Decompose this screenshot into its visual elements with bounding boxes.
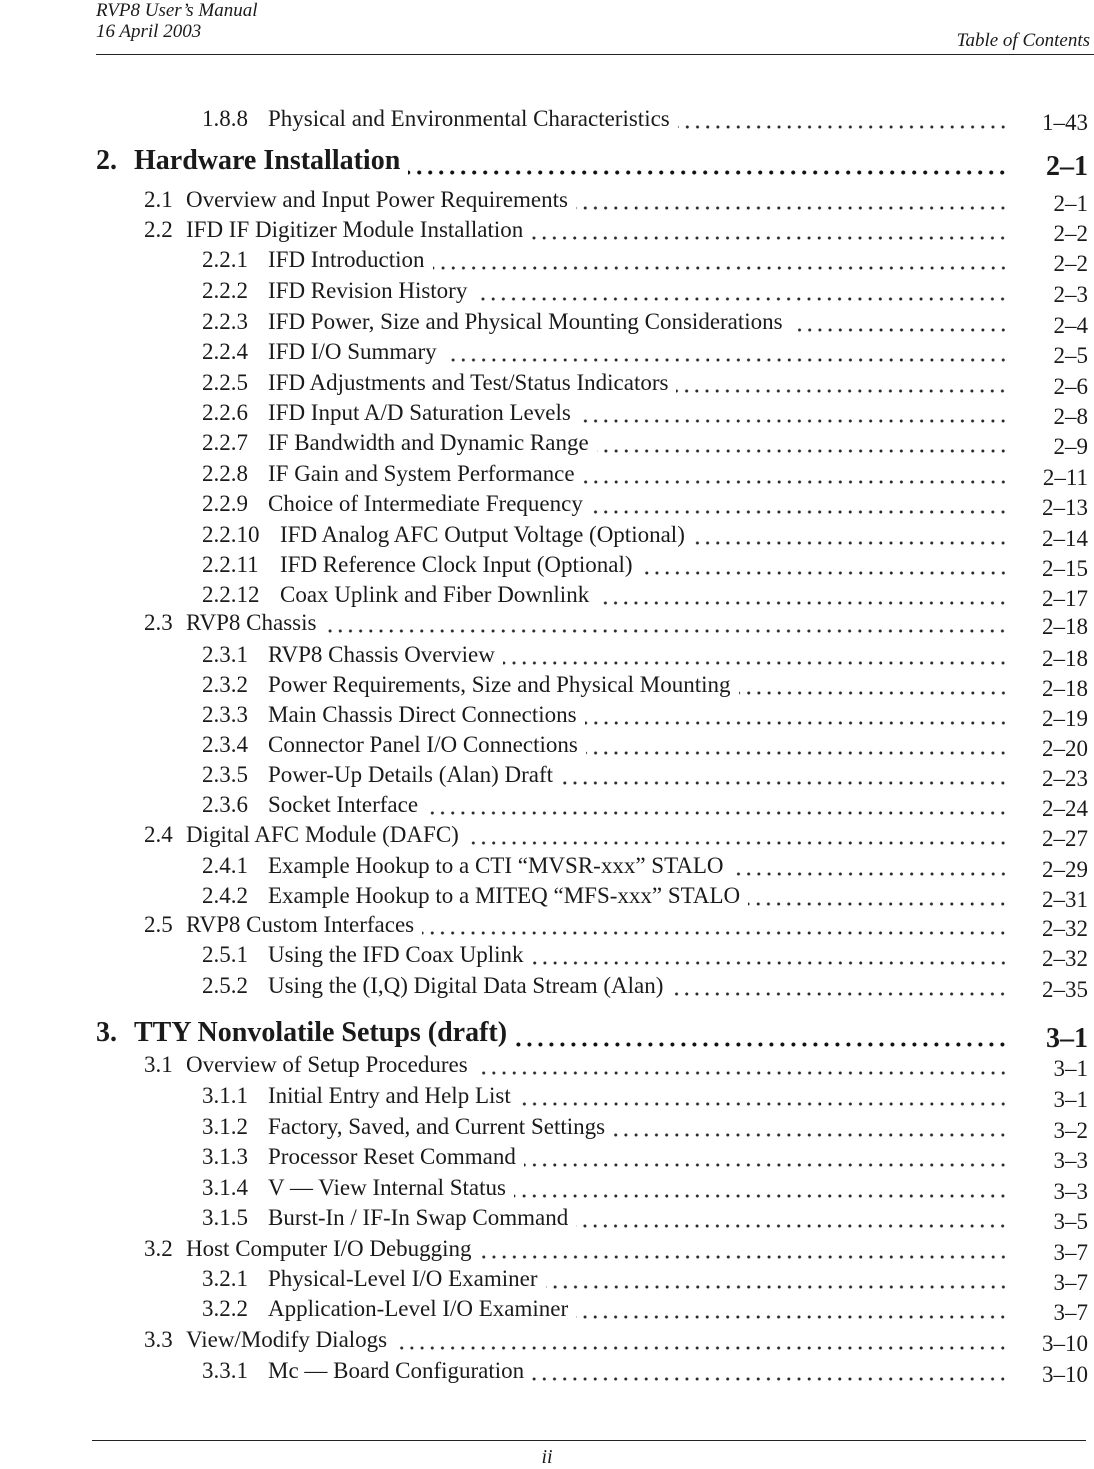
toc-leader-dots <box>597 430 1008 454</box>
toc-entry-text: RVP8 Custom Interfaces <box>186 912 415 937</box>
toc-page-number: 2–8 <box>1053 404 1088 429</box>
toc-page-number: 2–5 <box>1053 343 1088 368</box>
toc-page-number: 2–32 <box>1042 916 1088 941</box>
toc-page-number: 3–1 <box>1046 1023 1088 1054</box>
toc-page-number: 2–18 <box>1042 614 1088 639</box>
toc-entry-text: RVP8 Chassis Overview <box>268 642 495 667</box>
toc-page-number: 3–3 <box>1053 1148 1088 1173</box>
toc-subsection-entry[interactable] <box>0 1264 1094 1294</box>
toc-entry-title <box>202 520 685 550</box>
toc-entry-title <box>144 1234 472 1264</box>
toc-page-number: 2–17 <box>1042 586 1088 611</box>
toc-entry-number: 2.5 <box>144 912 173 937</box>
toc-entry-text: Processor Reset Command <box>268 1144 516 1169</box>
toc-entry-number: 2.2 <box>144 217 173 242</box>
toc-entry-number: 2.3.6 <box>202 792 248 817</box>
toc-entry-text: Power-Up Details (Alan) Draft <box>268 762 554 787</box>
toc-leader-dots <box>445 339 1008 363</box>
toc-page-number: 2–3 <box>1053 282 1088 307</box>
toc-subsection-entry[interactable] <box>0 640 1094 670</box>
toc-leader-dots <box>408 150 1008 176</box>
toc-leader-dots <box>514 1175 1008 1199</box>
toc-entry-text: Application-Level I/O Examiner <box>268 1296 569 1321</box>
toc-entry-text: Choice of Intermediate Frequency <box>268 491 583 516</box>
toc-entry-number: 2.1 <box>144 187 173 212</box>
manual-title: RVP8 User’s Manual <box>96 0 258 21</box>
toc-page-number: 2–13 <box>1042 495 1088 520</box>
toc-entry-text: Using the (I,Q) Digital Data Stream (Alan) <box>268 973 664 998</box>
toc-page-number: 2–14 <box>1042 526 1088 551</box>
toc-page-number: 3–3 <box>1053 1179 1088 1204</box>
toc-entry-text: IFD I/O Summary <box>268 339 437 364</box>
toc-leader-dots <box>676 370 1008 394</box>
toc-entry-title <box>144 1325 387 1355</box>
toc-entry-title <box>202 760 553 790</box>
toc-entry-title <box>202 398 571 428</box>
toc-entry-number: 2.2.4 <box>202 339 248 364</box>
toc-subsection-entry[interactable] <box>0 1081 1094 1111</box>
toc-leader-dots <box>576 1296 1008 1320</box>
toc-entry-title <box>202 580 589 610</box>
toc-page-number: 2–1 <box>1053 191 1088 216</box>
toc-entry-number: 3.3 <box>144 1327 173 1352</box>
toc-leader-dots <box>641 552 1008 576</box>
toc-page-number: 2–24 <box>1042 796 1088 821</box>
toc-leader-dots <box>395 1327 1008 1351</box>
toc-section-entry[interactable] <box>0 1234 1094 1264</box>
toc-entry-text: IFD Power, Size and Physical Mounting Considerations <box>268 309 783 334</box>
toc-entry-title <box>96 146 400 176</box>
toc-entry-text: RVP8 Chassis <box>186 610 317 635</box>
toc-entry-text: Coax Uplink and Fiber Downlink <box>280 582 590 607</box>
toc-entry-text: Mc — Board Configuration <box>268 1358 525 1383</box>
toc-entry-title <box>202 459 575 489</box>
toc-entry-title <box>96 1018 507 1048</box>
toc-leader-dots <box>532 1358 1008 1382</box>
toc-subsection-entry[interactable] <box>0 1112 1094 1142</box>
toc-subsection-entry[interactable] <box>0 337 1094 367</box>
toc-entry-title <box>202 790 418 820</box>
toc-page-number: 3–7 <box>1053 1240 1088 1265</box>
toc-entry-title <box>202 640 495 670</box>
toc-section-entry[interactable] <box>0 910 1094 940</box>
toc-entry-title <box>202 1264 538 1294</box>
toc-page-number: 2–18 <box>1042 676 1088 701</box>
toc-entry-text: View/Modify Dialogs <box>186 1327 388 1352</box>
toc-subsection-entry[interactable] <box>0 398 1094 428</box>
toc-leader-dots <box>503 642 1008 666</box>
toc-leader-dots <box>585 702 1008 726</box>
toc-subsection-entry[interactable] <box>0 459 1094 489</box>
toc-entry-text: Example Hookup to a MITEQ “MFS-xxx” STALO <box>268 883 741 908</box>
toc-entry-text: Overview of Setup Procedures <box>186 1052 468 1077</box>
toc-page-number: 3–7 <box>1053 1270 1088 1295</box>
toc-entry-text: TTY Nonvolatile Setups (draft) <box>134 1017 508 1048</box>
toc-entry-text: Digital AFC Module (DAFC) <box>186 822 459 847</box>
toc-leader-dots <box>739 672 1009 696</box>
toc-leader-dots <box>524 1144 1008 1168</box>
toc-entry-text: V — View Internal Status <box>268 1175 506 1200</box>
toc-section-entry[interactable] <box>0 1325 1094 1355</box>
toc-subsection-entry[interactable] <box>0 700 1094 730</box>
toc-entry-title <box>202 700 577 730</box>
toc-leader-dots <box>422 912 1008 936</box>
toc-leader-dots <box>591 491 1008 515</box>
toc-entry-title <box>202 368 668 398</box>
toc-entry-title <box>202 670 731 700</box>
toc-leader-dots <box>433 247 1008 271</box>
toc-page-number: 2–23 <box>1042 766 1088 791</box>
toc-entry-text: Connector Panel I/O Connections <box>268 732 578 757</box>
toc-leader-dots <box>576 1205 1008 1229</box>
toc-entry-number: 2.3.3 <box>202 702 248 727</box>
toc-subsection-entry[interactable] <box>0 307 1094 337</box>
toc-subsection-entry[interactable] <box>0 670 1094 700</box>
toc-subsection-entry[interactable] <box>0 1294 1094 1324</box>
toc-entry-number: 2.4.1 <box>202 853 248 878</box>
toc-subsection-entry[interactable] <box>0 104 1094 134</box>
toc-entry-number: 2.2.1 <box>202 247 248 272</box>
toc-entry-number: 2.2.12 <box>202 582 260 607</box>
toc-entry-text: IFD IF Digitizer Module Installation <box>186 217 524 242</box>
toc-page-number: 1–43 <box>1042 110 1088 135</box>
toc-entry-number: 3.1.3 <box>202 1144 248 1169</box>
toc-leader-dots <box>467 822 1008 846</box>
toc-entry-title <box>202 550 633 580</box>
toc-leader-dots <box>586 732 1008 756</box>
toc-entry-text: Hardware Installation <box>134 145 401 176</box>
toc-entry-title <box>144 1050 468 1080</box>
toc-entry-number: 2.3.4 <box>202 732 248 757</box>
toc-subsection-entry[interactable] <box>0 1203 1094 1233</box>
toc-section-entry[interactable] <box>0 1050 1094 1080</box>
toc-entry-number: 2.2.10 <box>202 522 260 547</box>
toc-leader-dots <box>732 853 1008 877</box>
toc-entry-number: 3.1.5 <box>202 1205 248 1230</box>
toc-entry-text: Power Requirements, Size and Physical Mounting <box>268 672 731 697</box>
toc-leader-dots <box>678 106 1008 130</box>
toc-entry-text: Host Computer I/O Debugging <box>186 1236 472 1261</box>
toc-entry-title <box>144 608 316 638</box>
toc-leader-dots <box>515 1022 1008 1048</box>
toc-page-number: 2–20 <box>1042 736 1088 761</box>
toc-entry-title <box>202 489 583 519</box>
toc-entry-text: IF Bandwidth and Dynamic Range <box>268 430 589 455</box>
footer-page-number: ii <box>541 1446 553 1468</box>
toc-leader-dots <box>576 187 1008 211</box>
toc-entry-title <box>144 215 523 245</box>
toc-entry-title <box>202 1294 568 1324</box>
toc-leader-dots <box>426 792 1008 816</box>
toc-entry-number: 2.3 <box>144 610 173 635</box>
toc-leader-dots <box>476 1052 1008 1076</box>
toc-entry-title <box>202 428 589 458</box>
toc-entry-number: 3.1 <box>144 1052 173 1077</box>
toc-subsection-entry[interactable] <box>0 730 1094 760</box>
toc-subsection-entry[interactable] <box>0 760 1094 790</box>
toc-chapter-entry[interactable] <box>0 145 1094 182</box>
toc-subsection-entry[interactable] <box>0 881 1094 911</box>
toc-entry-title <box>202 1112 605 1142</box>
toc-page-number: 3–2 <box>1053 1118 1088 1143</box>
toc-subsection-entry[interactable] <box>0 245 1094 275</box>
toc-page-number: 3–7 <box>1053 1300 1088 1325</box>
toc-entry-number: 2.3.5 <box>202 762 248 787</box>
toc-leader-dots <box>583 461 1008 485</box>
toc-entry-text: IFD Input A/D Saturation Levels <box>268 400 571 425</box>
toc-entry-title <box>202 1203 568 1233</box>
toc-subsection-entry[interactable] <box>0 1142 1094 1172</box>
toc-page-number: 2–2 <box>1053 251 1088 276</box>
toc-entry-text: Main Chassis Direct Connections <box>268 702 577 727</box>
toc-entry-title <box>202 971 663 1001</box>
toc-entry-title <box>202 1142 516 1172</box>
toc-page-number: 2–2 <box>1053 221 1088 246</box>
toc-leader-dots <box>561 762 1008 786</box>
toc-entry-text: IFD Analog AFC Output Voltage (Optional) <box>280 522 685 547</box>
toc-page-number: 3–10 <box>1042 1362 1088 1387</box>
toc-section-entry[interactable] <box>0 608 1094 638</box>
toc-entry-text: Physical-Level I/O Examiner <box>268 1266 538 1291</box>
toc-entry-number: 3.1.2 <box>202 1114 248 1139</box>
toc-leader-dots <box>480 1236 1008 1260</box>
toc-entry-title <box>202 881 740 911</box>
toc-page-number: 2–18 <box>1042 646 1088 671</box>
toc-leader-dots <box>693 522 1008 546</box>
toc-entry-title <box>202 1173 506 1203</box>
toc-entry-number: 2.2.8 <box>202 461 248 486</box>
toc-section-entry[interactable] <box>0 820 1094 850</box>
toc-entry-title <box>202 1356 524 1386</box>
toc-entry-number: 2.2.3 <box>202 309 248 334</box>
toc-subsection-entry[interactable] <box>0 550 1094 580</box>
toc-page-number: 2–29 <box>1042 857 1088 882</box>
toc-entry-title <box>144 185 568 215</box>
toc-leader-dots <box>532 942 1008 966</box>
toc-entry-title <box>144 910 414 940</box>
toc-entry-number: 2.3.2 <box>202 672 248 697</box>
toc-page-number: 2–4 <box>1053 313 1088 338</box>
toc-leader-dots <box>579 400 1008 424</box>
toc-entry-text: IFD Reference Clock Input (Optional) <box>280 552 633 577</box>
toc-entry-text: IF Gain and System Performance <box>268 461 575 486</box>
toc-entry-text: IFD Introduction <box>268 247 425 272</box>
toc-entry-number: 3.3.1 <box>202 1358 248 1383</box>
toc-entry-title <box>144 820 459 850</box>
toc-entry-title <box>202 940 524 970</box>
toc-subsection-entry[interactable] <box>0 368 1094 398</box>
toc-entry-number: 3.2.1 <box>202 1266 248 1291</box>
toc-subsection-entry[interactable] <box>0 489 1094 519</box>
toc-entry-text: Overview and Input Power Requirements <box>186 187 568 212</box>
toc-entry-number: 3.1.1 <box>202 1083 248 1108</box>
toc-entry-number: 2.2.5 <box>202 370 248 395</box>
toc-entry-number: 2.5.2 <box>202 973 248 998</box>
toc-entry-number: 3.2.2 <box>202 1296 248 1321</box>
toc-leader-dots <box>519 1083 1008 1107</box>
toc-entry-title <box>202 104 670 134</box>
toc-page-number: 3–1 <box>1053 1056 1088 1081</box>
toc-subsection-entry[interactable] <box>0 1356 1094 1386</box>
toc-entry-number: 2.4 <box>144 822 173 847</box>
toc-leader-dots <box>531 217 1008 241</box>
toc-entry-number: 2.3.1 <box>202 642 248 667</box>
toc-entry-text: Example Hookup to a CTI “MVSR-xxx” STALO <box>268 853 724 878</box>
toc-entry-text: Factory, Saved, and Current Settings <box>268 1114 606 1139</box>
toc-entry-title <box>202 276 467 306</box>
toc-entry-number: 3. <box>96 1017 117 1048</box>
toc-entry-title <box>202 245 425 275</box>
toc-page-number: 2–19 <box>1042 706 1088 731</box>
toc-leader-dots <box>324 610 1008 634</box>
toc-leader-dots <box>671 973 1008 997</box>
toc-entry-title <box>202 337 437 367</box>
toc-page-number: 3–10 <box>1042 1331 1088 1356</box>
toc-subsection-entry[interactable] <box>0 520 1094 550</box>
toc-page-number: 2–15 <box>1042 556 1088 581</box>
toc-leader-dots <box>597 582 1008 606</box>
toc-entry-number: 2.2.9 <box>202 491 248 516</box>
toc-subsection-entry[interactable] <box>0 580 1094 610</box>
toc-entry-number: 2.2.6 <box>202 400 248 425</box>
toc-entry-title <box>202 307 783 337</box>
toc-subsection-entry[interactable] <box>0 1173 1094 1203</box>
toc-entry-number: 1.8.8 <box>202 106 248 131</box>
toc-subsection-entry[interactable] <box>0 428 1094 458</box>
toc-entry-number: 2.2.11 <box>202 552 259 577</box>
toc-subsection-entry[interactable] <box>0 971 1094 1001</box>
toc-entry-text: Using the IFD Coax Uplink <box>268 942 524 967</box>
toc-entry-text: Initial Entry and Help List <box>268 1083 511 1108</box>
toc-entry-title <box>202 730 578 760</box>
toc-subsection-entry[interactable] <box>0 790 1094 820</box>
toc-entry-text: IFD Adjustments and Test/Status Indicators <box>268 370 669 395</box>
toc-chapter-entry[interactable] <box>0 1017 1094 1054</box>
running-header-section: Table of Contents <box>956 30 1090 51</box>
toc-subsection-entry[interactable] <box>0 276 1094 306</box>
toc-entry-title <box>202 851 724 881</box>
toc-page-number: 2–35 <box>1042 977 1088 1002</box>
footer-divider <box>92 1440 1086 1441</box>
toc-entry-number: 2. <box>96 145 117 176</box>
toc-entry-text: Physical and Environmental Characteristics <box>268 106 670 131</box>
toc-page-number: 3–5 <box>1053 1209 1088 1234</box>
toc-entry-number: 2.4.2 <box>202 883 248 908</box>
toc-page-number: 2–6 <box>1053 374 1088 399</box>
toc-leader-dots <box>791 309 1008 333</box>
toc-entry-number: 2.2.7 <box>202 430 248 455</box>
toc-page-number: 2–31 <box>1042 887 1088 912</box>
toc-subsection-entry[interactable] <box>0 940 1094 970</box>
toc-entry-number: 2.2.2 <box>202 278 248 303</box>
toc-leader-dots <box>613 1114 1008 1138</box>
toc-section-entry[interactable] <box>0 215 1094 245</box>
toc-leader-dots <box>748 883 1008 907</box>
toc-page-number: 2–9 <box>1053 434 1088 459</box>
toc-page-number: 2–1 <box>1046 151 1088 182</box>
toc-entry-text: IFD Revision History <box>268 278 468 303</box>
toc-entry-text: Burst-In / IF-In Swap Command <box>268 1205 569 1230</box>
toc-page-number: 2–32 <box>1042 946 1088 971</box>
toc-page-number: 3–1 <box>1053 1087 1088 1112</box>
toc-entry-number: 3.2 <box>144 1236 173 1261</box>
toc-subsection-entry[interactable] <box>0 851 1094 881</box>
toc-section-entry[interactable] <box>0 185 1094 215</box>
toc-entry-title <box>202 1081 511 1111</box>
toc-leader-dots <box>546 1266 1008 1290</box>
toc-entry-number: 3.1.4 <box>202 1175 248 1200</box>
toc-page-number: 2–11 <box>1042 465 1088 490</box>
toc-entry-number: 2.5.1 <box>202 942 248 967</box>
toc-leader-dots <box>475 278 1008 302</box>
toc-entry-text: Socket Interface <box>268 792 419 817</box>
toc-page-number: 2–27 <box>1042 826 1088 851</box>
manual-date: 16 April 2003 <box>96 21 202 42</box>
